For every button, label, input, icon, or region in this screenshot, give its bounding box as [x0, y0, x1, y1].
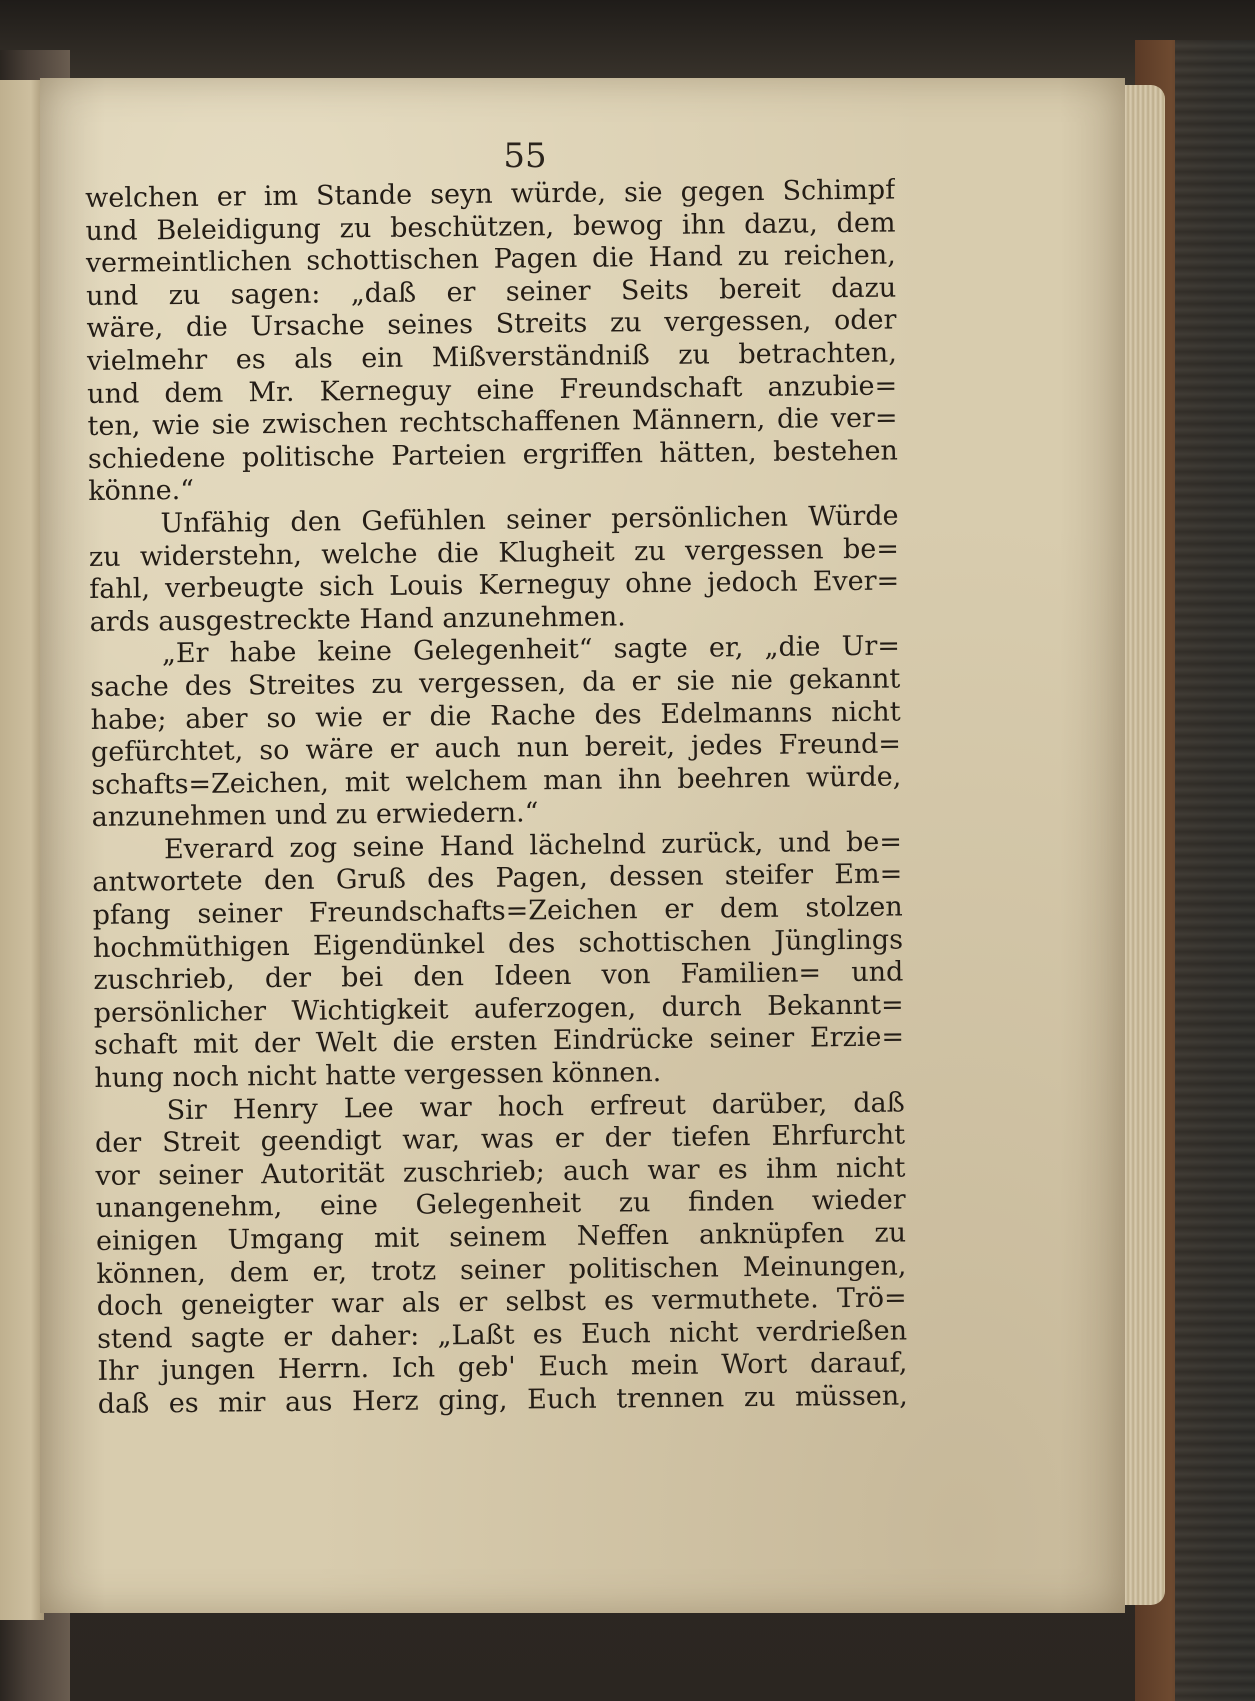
text-line: der Streit geendigt war, was er der tiefen Ehrfurcht: [94, 1119, 906, 1160]
text-line: einigen Umgang mit seinem Neffen anknüpfen zu: [95, 1217, 907, 1257]
text-line: unangenehm, eine Gelegenheit zu finden wieder: [95, 1184, 906, 1225]
page-number: 55: [503, 136, 547, 176]
text-line: hochmüthigen Eigendünkel des schottischen Jünglings: [92, 924, 904, 964]
book-cover-top: [0, 0, 1255, 90]
text-line: ten, wie sie zwischen rechtschaffenen Männern, die ver=: [87, 402, 898, 443]
text-line: und dem Mr. Kerneguy eine Freundschaft anzubie=: [87, 370, 898, 410]
text-line: und Beleidigung zu beschützen, bewog ihn dazu, dem: [85, 207, 896, 247]
text-line: hung noch nicht hatte vergessen können.: [94, 1057, 662, 1094]
text-line: anzunehmen und zu erwiedern.“: [91, 797, 539, 834]
text-line: vor seiner Autorität zuschrieb; auch war es ihm nicht: [95, 1152, 906, 1192]
text-line: welchen er im Stande seyn würde, sie gegen Schimpf: [85, 174, 896, 214]
text-line: und zu sagen: „daß er seiner Seits bereit dazu: [86, 272, 897, 312]
text-line: daß es mir aus Herz ging, Euch trennen zu müssen,: [97, 1380, 908, 1420]
text-line: zuschrieb, der bei den Ideen von Familien= und: [93, 956, 904, 997]
text-line: stend sagte er daher: „Laßt es Euch nicht verdrießen: [96, 1315, 908, 1355]
text-line: Ihr jungen Herrn. Ich geb' Euch mein Wort darauf,: [97, 1347, 908, 1388]
text-line: schafts=Zeichen, mit welchem man ihn beehren würde,: [91, 761, 902, 801]
text-line: zu widerstehn, welche die Klugheit zu vergessen be=: [88, 533, 900, 573]
text-line: schiedene politische Parteien ergriffen hätten, bestehen: [87, 435, 899, 475]
text-line: schaft mit der Welt die ersten Eindrücke seiner Erzie=: [93, 1021, 905, 1062]
text-line: Sir Henry Lee war hoch erfreut darüber, daß: [166, 1087, 905, 1126]
page-block-edges: [1120, 85, 1165, 1605]
page-text: [85, 175, 908, 1422]
text-line: antwortete den Gruß des Pagen, dessen steifer Em=: [92, 858, 903, 899]
text-line: können, dem er, trotz seiner politischen Meinungen,: [96, 1250, 907, 1290]
book-page: [40, 78, 1125, 1613]
text-line: pfang seiner Freundschafts=Zeichen er dem stolzen: [92, 891, 903, 932]
text-line: Unfähig den Gefühlen seiner persönlichen Würde: [160, 500, 899, 540]
text-line: könne.“: [88, 475, 195, 508]
text-line: wäre, die Ursache seines Streits zu vergessen, oder: [86, 304, 897, 345]
text-line: vermeintlichen schottischen Pagen die Hand zu reichen,: [85, 239, 896, 280]
text-line: gefürchtet, so wäre er auch nun bereit, jedes Freund=: [90, 728, 902, 769]
facing-page-edge: [0, 80, 44, 1620]
text-line: „Er habe keine Gelegenheit“ sagte er, „die Ur=: [161, 630, 901, 670]
text-line: Everard zog seine Hand lächelnd zurück, und be=: [163, 826, 903, 866]
text-line: vielmehr es als ein Mißverständniß zu betrachten,: [86, 337, 897, 377]
text-line: fahl, verbeugte sich Louis Kerneguy ohne jedoch Ever=: [89, 565, 900, 606]
text-line: persönlicher Wichtigkeit auferzogen, durch Bekannt=: [93, 989, 904, 1029]
text-line: ards ausgestreckte Hand anzunehmen.: [89, 601, 626, 638]
text-line: doch geneigter war als er selbst es vermuthete. Trö=: [96, 1282, 907, 1323]
text-line: habe; aber so wie er die Rache des Edelmanns nicht: [90, 695, 901, 736]
text-line: sache des Streites zu vergessen, da er sie nie gekannt: [90, 663, 901, 703]
